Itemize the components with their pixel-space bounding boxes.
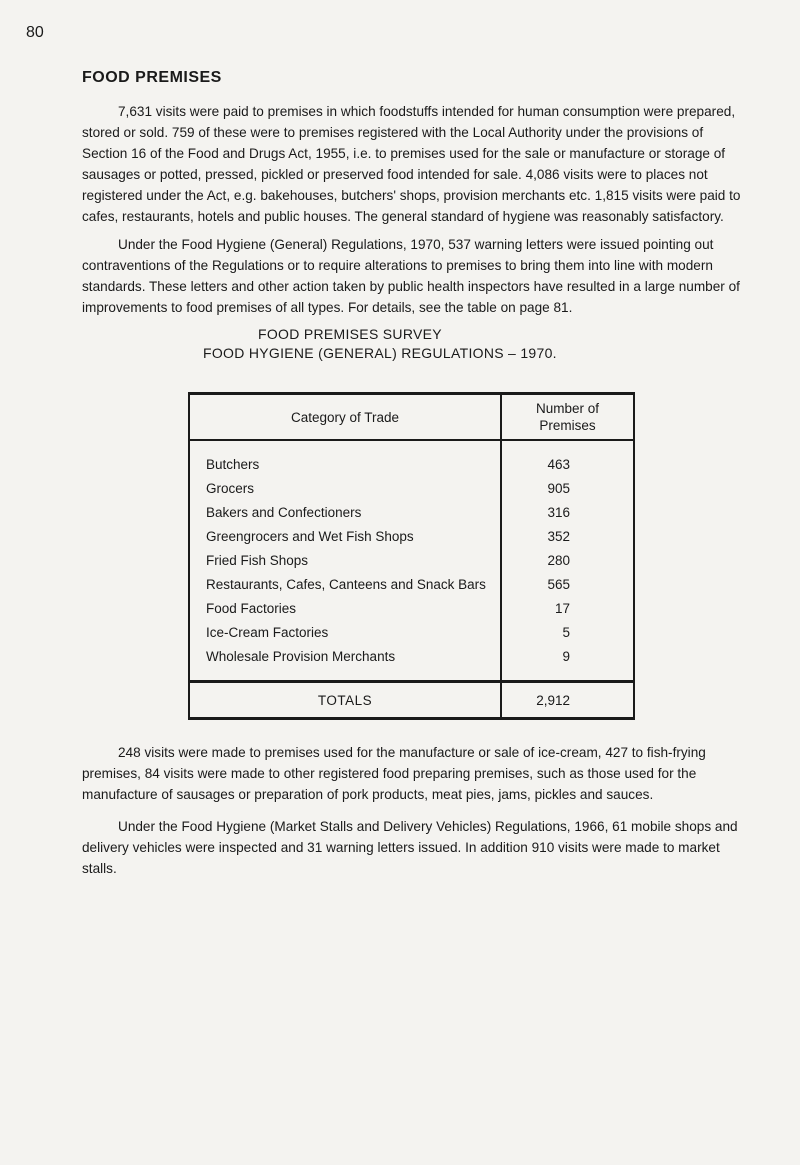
table-spacer (189, 440, 634, 452)
table-row (189, 476, 634, 500)
column-header-number-line2: Premises (539, 418, 596, 433)
column-header-category: Category of Trade (189, 394, 501, 441)
food-premises-table (188, 392, 635, 720)
number-cell: 17 (501, 596, 634, 620)
table-spacer (189, 668, 634, 682)
page-heading: FOOD PREMISES (82, 69, 222, 86)
table-header-row (189, 394, 634, 441)
number-cell: 280 (501, 548, 634, 572)
paragraph-visits: 7,631 visits were paid to premises in which foodstuffs intended for human consumption were prepared, stored or sold. 759 of these were to premises registered with the Local Authority under the provisions of Section 16 of the Food and Drugs Act, 1955, i.e. to premises used for the sale or manufacture or storage of sausages or potted, pressed, pickled or preserved food intended for sale. 4,086 visits were to places not registered under the Act, e.g. bakehouses, butchers' shops, provision merchants etc. 1,815 visits were paid to cafes, restaurants, hotels and public houses. The general standard of hygiene was reasonably satisfactory. (82, 104, 741, 224)
table-row (189, 620, 634, 644)
table-row (189, 596, 634, 620)
table-body (189, 440, 634, 682)
number-cell: 5 (501, 620, 634, 644)
category-cell: Bakers and Confectioners (189, 500, 501, 524)
number-cell: 565 (501, 572, 634, 596)
category-cell: Food Factories (189, 596, 501, 620)
category-cell: Wholesale Provision Merchants (189, 644, 501, 668)
table-row (189, 548, 634, 572)
paragraph-market-stalls: Under the Food Hygiene (Market Stalls and Delivery Vehicles) Regulations, 1966, 61 mobile shops and delivery vehicles were inspected and 31 warning letters issued. In addition 910 visits were made to market stalls. (82, 819, 738, 876)
table-row (189, 524, 634, 548)
table-row (189, 452, 634, 476)
totals-row (189, 682, 634, 719)
number-cell: 352 (501, 524, 634, 548)
spacer-cell (501, 668, 634, 682)
paragraph-ice-cream: 248 visits were made to premises used for the manufacture or sale of ice-cream, 427 to fish-frying premises, 84 visits were made to other registered food preparing premises, such as those used for the manufacture of sausages or preparation of pork products, meat pies, jams, pickles and sauces. (82, 745, 706, 802)
category-cell: Fried Fish Shops (189, 548, 501, 572)
category-cell: Ice-Cream Factories (189, 620, 501, 644)
page-number: 80 (26, 24, 44, 41)
table-row (189, 500, 634, 524)
totals-value: 2,912 (501, 682, 634, 719)
category-cell: Butchers (189, 452, 501, 476)
spacer-cell (501, 440, 634, 452)
totals-label: TOTALS (189, 682, 501, 719)
table-row (189, 572, 634, 596)
column-header-number (501, 394, 634, 441)
spacer-cell (189, 668, 501, 682)
survey-subtitle: FOOD HYGIENE (GENERAL) REGULATIONS – 1970. (203, 345, 557, 361)
paragraph-regulations: Under the Food Hygiene (General) Regulations, 1970, 537 warning letters were issued pointing out contraventions of the Regulations or to require alterations to premises to bring them into line with modern standards. These letters and other action taken by public health inspectors have resulted in a large number of improvements to food premises of all types. For details, see the table on page 81. (82, 237, 740, 315)
survey-title: FOOD PREMISES SURVEY (258, 326, 442, 342)
number-cell: 905 (501, 476, 634, 500)
category-cell: Restaurants, Cafes, Canteens and Snack Bars (189, 572, 501, 596)
category-cell: Grocers (189, 476, 501, 500)
spacer-cell (189, 440, 501, 452)
number-cell: 316 (501, 500, 634, 524)
number-cell: 9 (501, 644, 634, 668)
category-cell: Greengrocers and Wet Fish Shops (189, 524, 501, 548)
number-cell: 463 (501, 452, 634, 476)
table-totals (189, 682, 634, 719)
column-header-number-line1: Number of (535, 401, 600, 416)
table-row (189, 644, 634, 668)
